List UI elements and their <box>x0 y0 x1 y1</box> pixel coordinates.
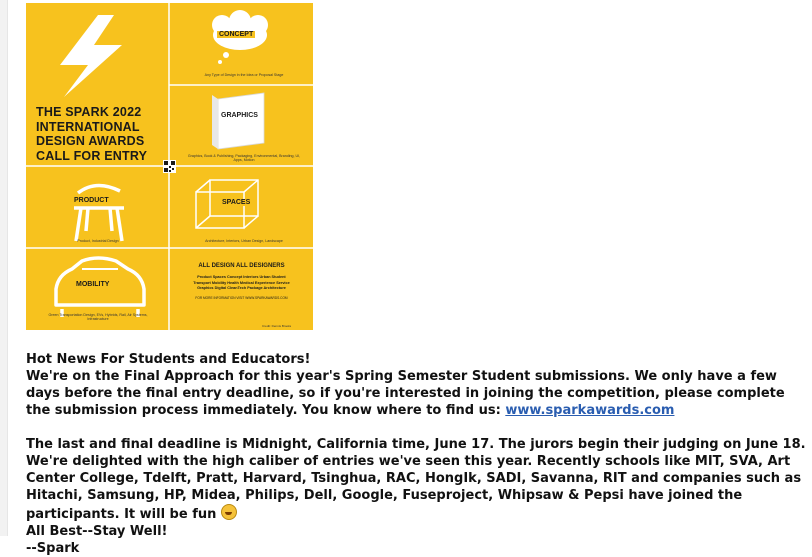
caption-mobility: Green Transportation Design, EVs, Hybrids, Rail, Air Systems, Infrastructure <box>48 313 148 321</box>
all-design-list <box>174 275 309 292</box>
caption-spaces: Architecture, Interiors, Urban Design, Landscape <box>205 239 283 243</box>
all-design-title: ALL DESIGN ALL DESIGNERS <box>198 263 285 269</box>
headline-line: DESIGN AWARDS <box>36 134 145 148</box>
poster-credit: Credit: Dennis Brooks <box>262 324 292 328</box>
label-graphics: GRAPHICS <box>221 112 258 119</box>
category-line: Product Spaces Concept Interiors Urban Student <box>197 275 286 279</box>
left-gutter <box>0 0 8 536</box>
grinning-face-icon <box>221 504 237 520</box>
message-paragraph-1 <box>26 368 806 419</box>
label-concept: CONCEPT <box>219 31 254 38</box>
message-headline: Hot News For Students and Educators! <box>26 352 311 367</box>
lightning-bolt-icon <box>60 15 122 97</box>
caption-product: Product, Industrial Design <box>77 239 119 243</box>
more-info-text: FOR MORE INFORMATION VISIT WWW.SPARKAWARDS.COM <box>195 296 288 300</box>
message-deadline: The last and final deadline is Midnight, California time, June 17. The jurors begin their judging on June 18. <box>26 437 806 452</box>
paragraph-text: We're on the Final Approach for this year's Spring Semester Student submissions. We only have a few days before the final entry deadline, so if you're interested in joining the competition, please complete the submission process immediately. You know where to find us: <box>26 369 785 418</box>
post-message <box>26 351 806 557</box>
message-signoff: All Best--Stay Well! <box>26 524 168 539</box>
headline-line: INTERNATIONAL <box>36 119 140 134</box>
message-signature: --Spark <box>26 541 80 556</box>
headline-line: THE SPARK 2022 <box>36 105 142 119</box>
headline-line: CALL FOR ENTRY <box>36 148 148 163</box>
poster-headline <box>36 105 176 163</box>
caption-concept: Any Type of Design in the Idea or Proposal Stage <box>204 73 284 77</box>
spark-awards-poster[interactable] <box>26 3 313 330</box>
sparkawards-link[interactable]: www.sparkawards.com <box>505 403 675 418</box>
book-icon <box>212 93 264 149</box>
label-spaces: SPACES <box>222 199 251 206</box>
chair-icon <box>74 185 124 241</box>
paragraph-text: We're delighted with the high caliber of entries we've seen this year. Recently schools like MIT, SVA, Art Center College, Tdelft, Pratt, Harvard, Tsinghua, RAC, HongIk, SADI, Savanna, RIT and companies such as Hitachi, Samsung, HP, Midea, Philips, Dell, Google, Fuseproject, Whipsaw & Pepsi have joined the participants. It will be fun <box>26 454 802 522</box>
message-paragraph-3 <box>26 453 806 523</box>
category-line: Transport Mobility Health Medical Experience Service <box>193 280 290 285</box>
label-product: PRODUCT <box>74 197 109 204</box>
spacer <box>26 419 806 436</box>
label-mobility: MOBILITY <box>76 281 110 288</box>
category-line: Graphics Digital CleanTech Package Architecture <box>197 286 286 290</box>
caption-graphics: Graphics, Book & Publishing, Packaging, Environmental, Branding, UI, Apps, Motion <box>187 154 301 162</box>
